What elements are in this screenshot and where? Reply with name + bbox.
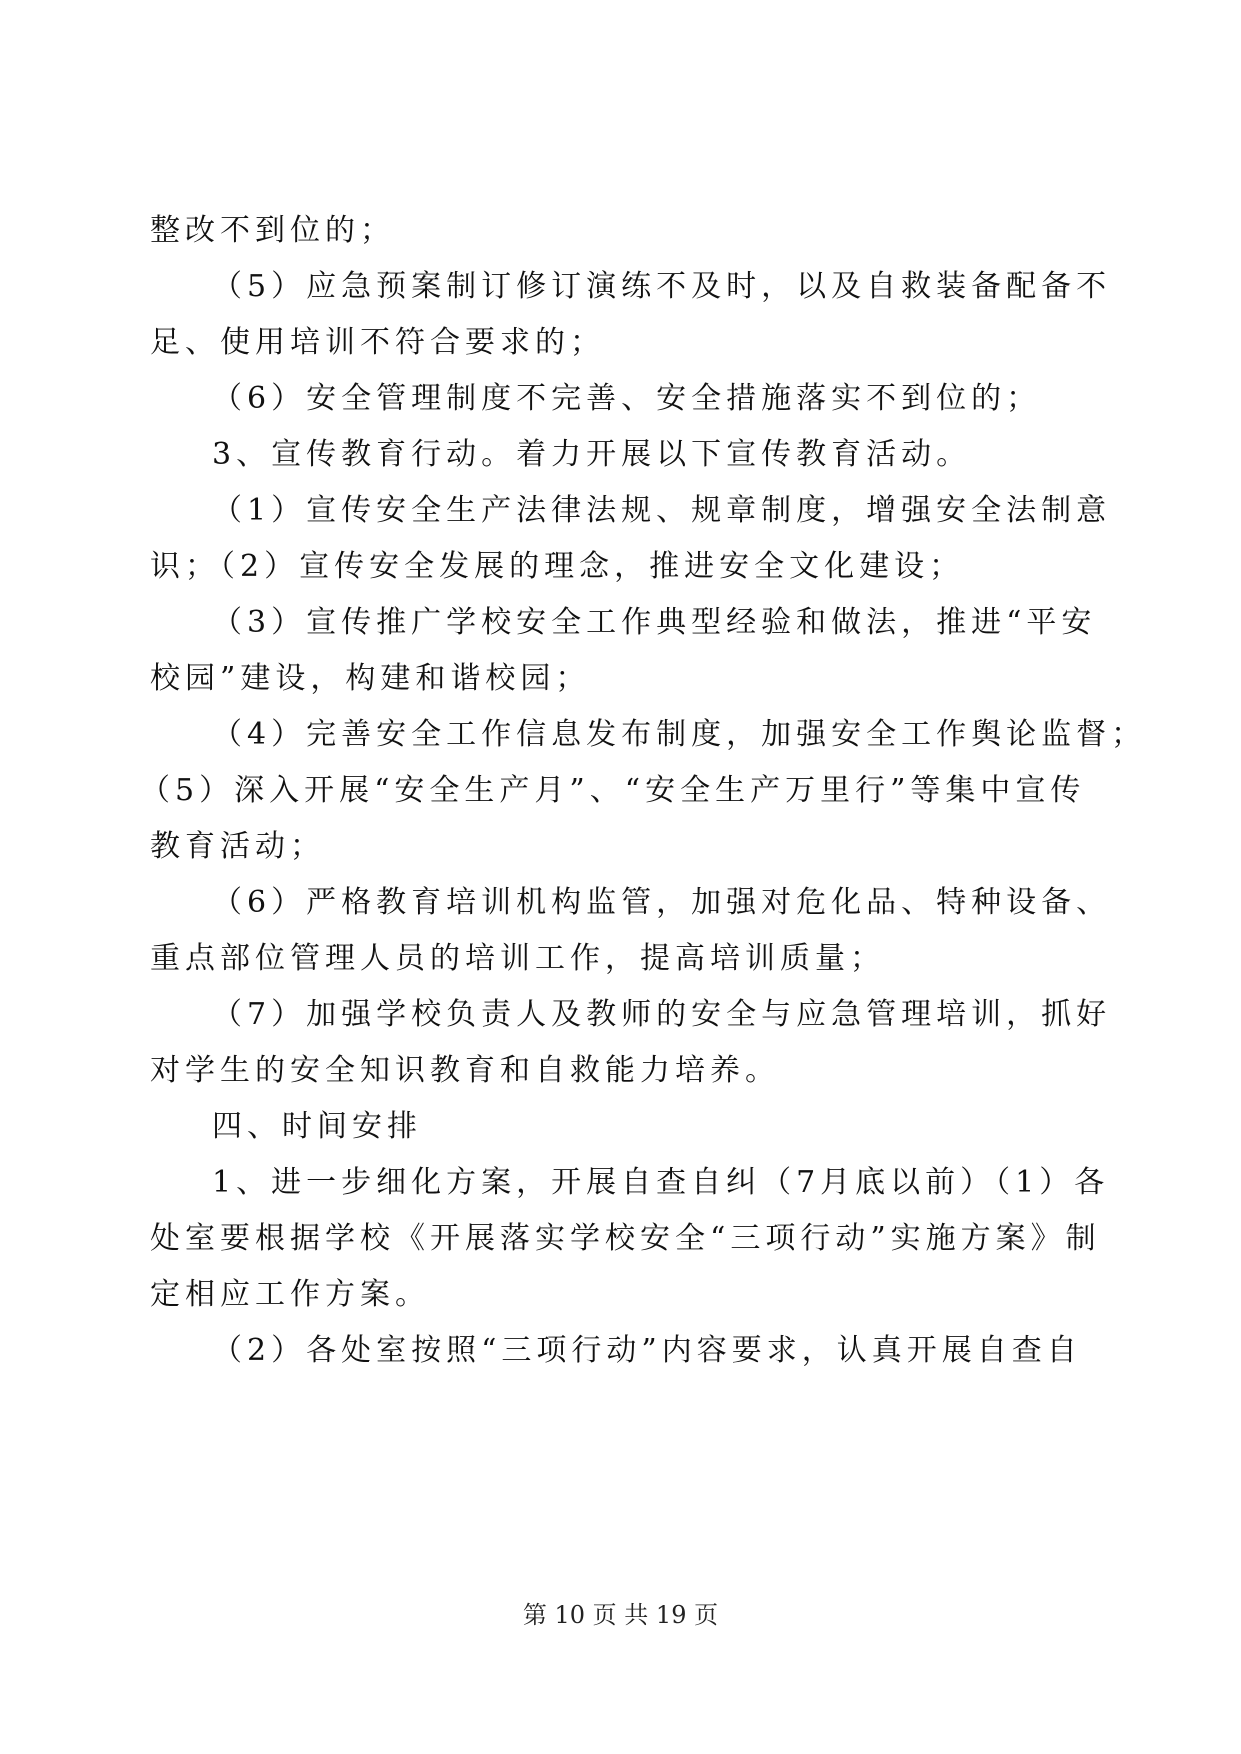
text-line: 整改不到位的； xyxy=(150,213,395,248)
text-line: 识；（2）宣传安全发展的理念，推进安全文化建设； xyxy=(150,549,965,584)
text-line: 教育活动； xyxy=(150,829,325,864)
text-line: 足、使用培训不符合要求的； xyxy=(150,325,605,360)
text-line: 重点部位管理人员的培训工作，提高培训质量； xyxy=(150,941,885,976)
text-line: （3）宣传推广学校安全工作典型经验和做法，推进“平安 xyxy=(212,605,1097,640)
text-line: 1、进一步细化方案，开展自查自纠（7月底以前）（1）各 xyxy=(212,1165,1110,1200)
text-line: （5）应急预案制订修订演练不及时，以及自救装备配备不 xyxy=(212,269,1112,304)
text-line: （6）严格教育培训机构监管，加强对危化品、特种设备、 xyxy=(212,885,1112,920)
text-line: 3、宣传教育行动。着力开展以下宣传教育活动。 xyxy=(212,437,972,472)
text-line: （4）完善安全工作信息发布制度，加强安全工作舆论监督； xyxy=(212,717,1147,752)
text-line: 处室要根据学校《开展落实学校安全“三项行动”实施方案》制 xyxy=(150,1221,1101,1256)
text-line: 校园”建设，构建和谐校园； xyxy=(150,661,591,696)
text-line: （7）加强学校负责人及教师的安全与应急管理培训，抓好 xyxy=(212,997,1112,1032)
page-number-footer: 第 10 页 共 19 页 xyxy=(522,1601,719,1629)
text-line: 定相应工作方案。 xyxy=(150,1277,430,1312)
text-line: （2）各处室按照“三项行动”内容要求，认真开展自查自 xyxy=(212,1333,1082,1368)
text-line: （1）宣传安全生产法律法规、规章制度，增强安全法制意 xyxy=(212,493,1112,528)
text-line: （6）安全管理制度不完善、安全措施落实不到位的； xyxy=(212,381,1042,416)
text-line: （5）深入开展“安全生产月”、“安全生产万里行”等集中宣传 xyxy=(140,773,1086,808)
text-line: 对学生的安全知识教育和自救能力培养。 xyxy=(150,1053,780,1088)
section-heading: 四、时间安排 xyxy=(212,1109,422,1144)
